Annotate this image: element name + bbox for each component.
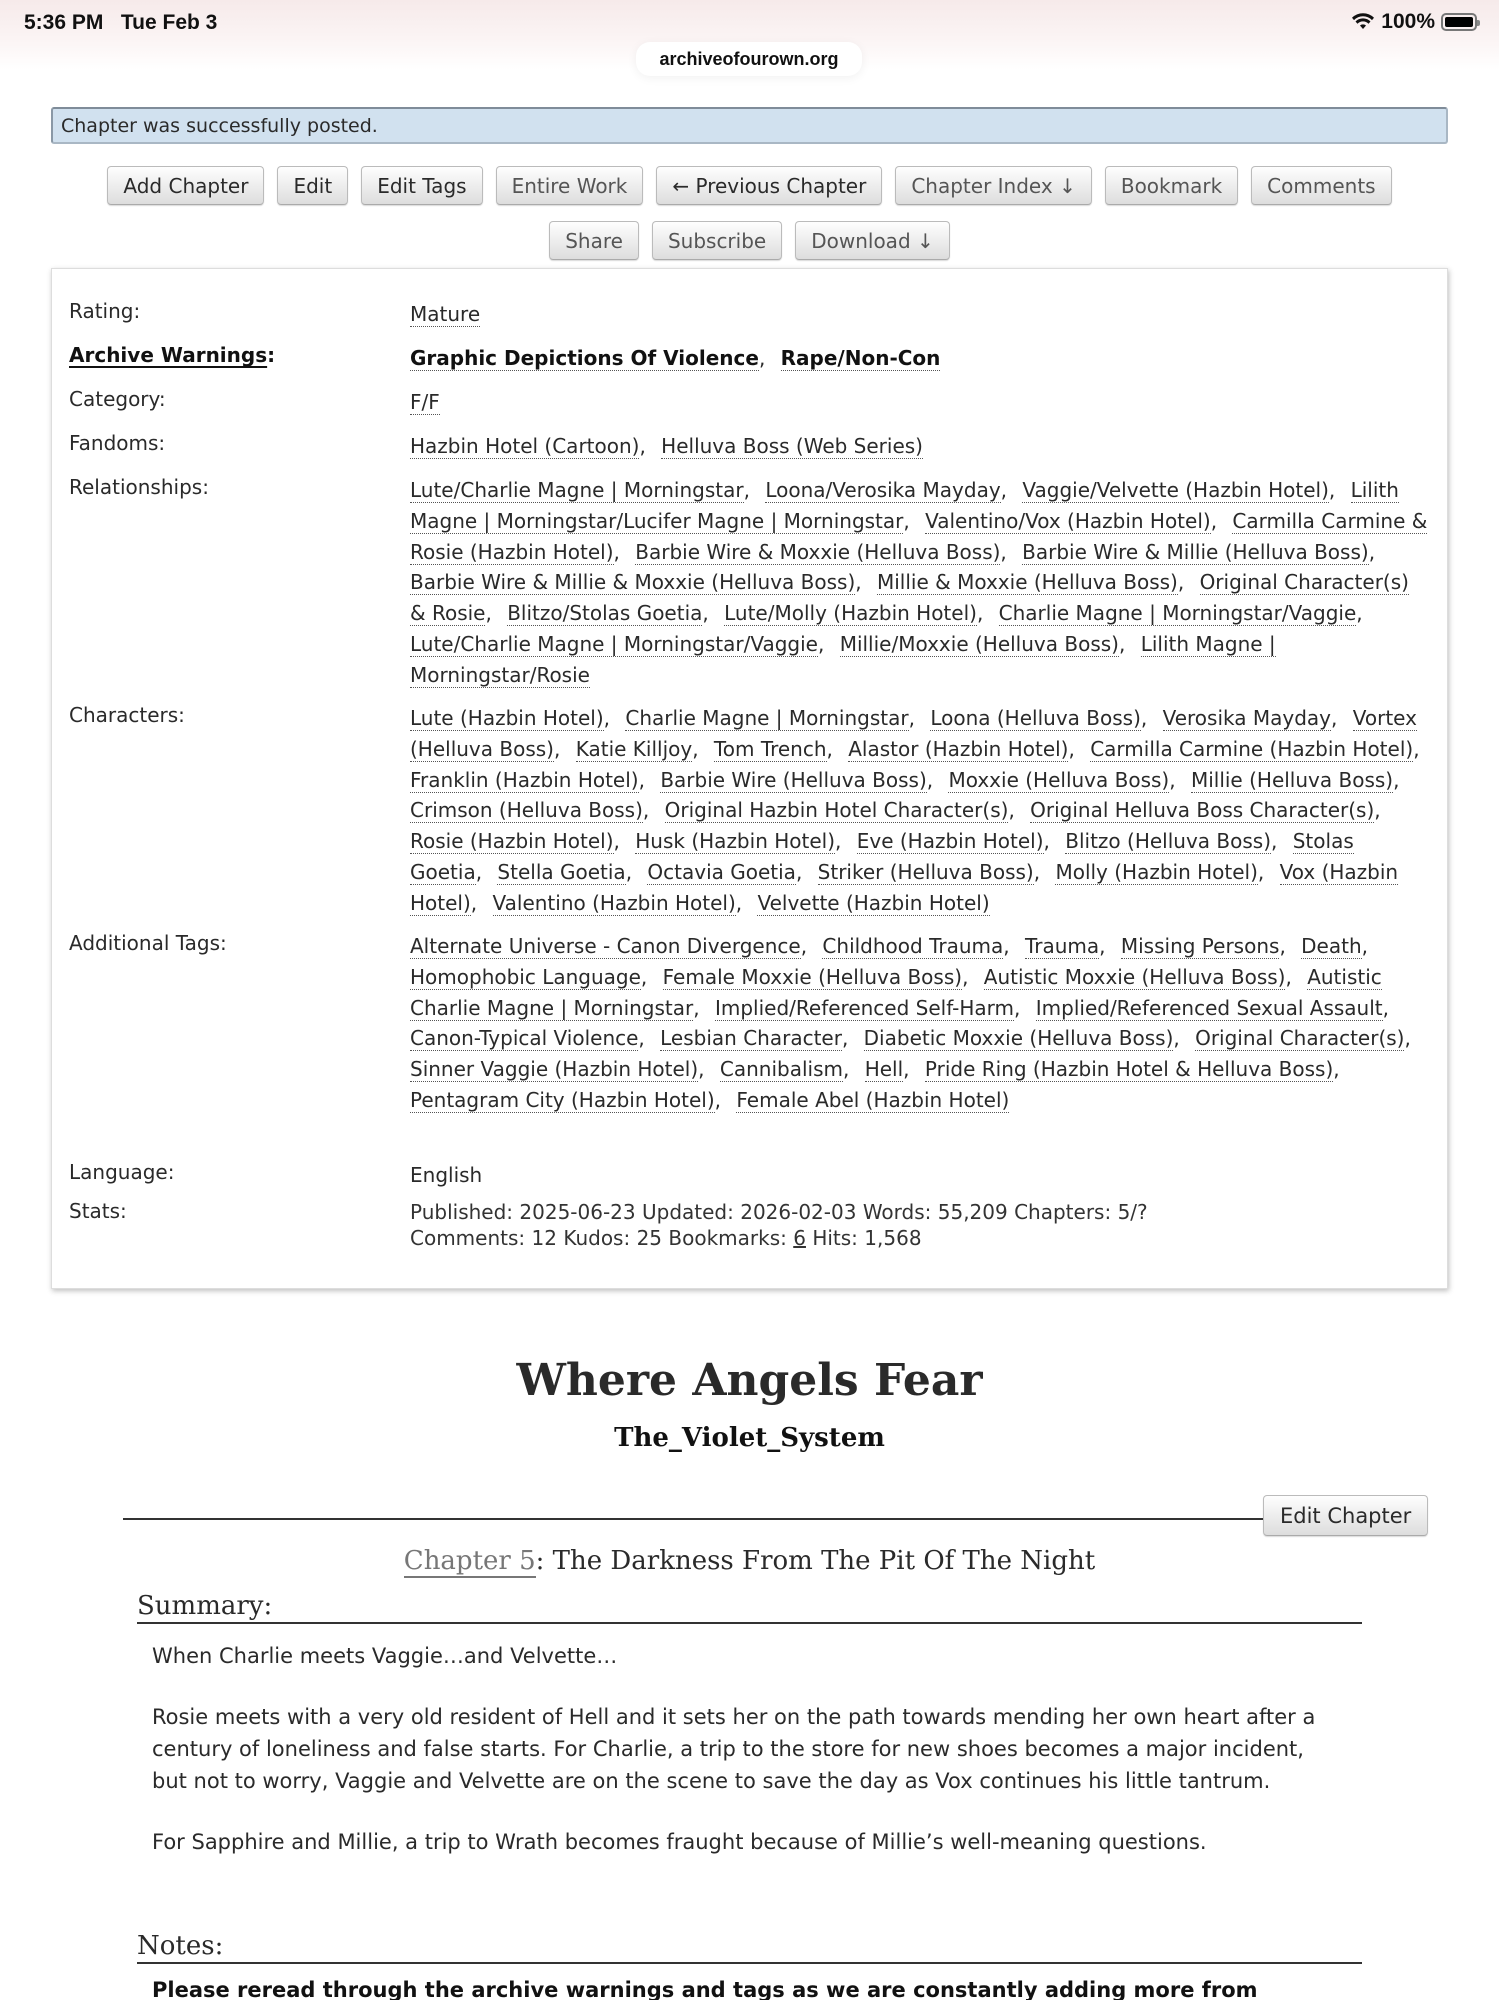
characters-label: Characters: xyxy=(69,703,185,727)
kudos-label: Kudos: xyxy=(563,1226,631,1250)
tag-separator: , xyxy=(1099,934,1106,958)
tag-separator: , xyxy=(926,767,934,792)
tag-separator: , xyxy=(1177,570,1185,595)
summary-paragraph: Rosie meets with a very old resident of Hell and it sets her on the path towards mending her own heart after a century of loneliness and false starts. For Charlie, a trip to the store for new shoes becomes a major incident, but not to worry, Vaggie and Velvette are on the scene to save the day as Vox continues his little tantrum. xyxy=(152,1705,1316,1793)
tag-separator: , xyxy=(642,798,650,823)
tag-separator: , xyxy=(1368,539,1376,564)
battery-icon xyxy=(1441,13,1477,31)
tag-link[interactable]: Verosika Mayday xyxy=(1162,706,1332,730)
wifi-icon xyxy=(1351,12,1375,32)
tag-separator: , xyxy=(553,736,561,761)
tag-link[interactable]: Valentino (Hazbin Hotel) xyxy=(492,890,736,915)
edit-button[interactable]: Edit xyxy=(277,166,348,205)
tag-link[interactable]: Original Character(s) xyxy=(1195,1026,1405,1051)
tag-separator: , xyxy=(817,631,825,656)
tag-link[interactable]: Autistic Moxxie (Helluva Boss) xyxy=(983,964,1286,989)
tag-link[interactable]: Diabetic Moxxie (Helluva Boss) xyxy=(863,1026,1174,1051)
rating-label: Rating: xyxy=(69,299,141,323)
tag-separator: , xyxy=(638,767,645,792)
tag-link[interactable]: Molly (Hazbin Hotel) xyxy=(1055,859,1258,884)
tag-separator: , xyxy=(714,1087,722,1112)
flash-notice: Chapter was successfully posted. xyxy=(51,107,1448,144)
share-button[interactable]: Share xyxy=(549,221,639,260)
tag-link[interactable]: Trauma xyxy=(1024,934,1100,958)
notes-body: Please reread through the archive warnings and tags as we are constantly adding more from xyxy=(152,1978,1258,2000)
chapter-heading xyxy=(0,1546,1499,1576)
bookmarks-link[interactable]: 6 xyxy=(793,1226,806,1250)
tag-link[interactable]: Katie Killjoy xyxy=(575,736,693,761)
comments-label: Comments: xyxy=(410,1226,526,1250)
tag-link[interactable]: Cannibalism xyxy=(719,1057,843,1082)
tag-link[interactable]: Canon-Typical Violence xyxy=(410,1026,639,1051)
comments-value: 12 xyxy=(531,1226,557,1250)
tag-link[interactable]: Hazbin Hotel (Cartoon) xyxy=(410,434,640,458)
download-button[interactable]: Download ↓ xyxy=(795,221,950,260)
tag-link[interactable]: Loona/Verosika Mayday xyxy=(765,478,1001,502)
tag-link[interactable]: Lute/Molly (Hazbin Hotel) xyxy=(724,601,977,626)
tag-link[interactable]: Rape/Non-Con xyxy=(780,346,941,370)
tag-link[interactable]: Mature xyxy=(410,302,481,326)
summary-body xyxy=(152,1640,1322,1887)
fandom-tags xyxy=(410,431,1430,462)
tag-link[interactable]: Carmilla Carmine & Rosie (Hazbin Hotel) xyxy=(410,508,1428,564)
chapter-title-text: : The Darkness From The Pit Of The Night xyxy=(535,1546,1096,1576)
tag-link[interactable]: Charlie Magne | Morningstar xyxy=(625,706,909,730)
tag-link[interactable]: Lilith Magne | Morningstar/Rosie xyxy=(410,631,1276,687)
tag-separator: , xyxy=(1356,601,1363,626)
tag-link[interactable]: Hell xyxy=(864,1057,904,1082)
tag-separator: , xyxy=(470,890,478,915)
tag-separator: , xyxy=(1413,736,1420,761)
tag-separator: , xyxy=(908,706,915,730)
category-label: Category: xyxy=(69,387,166,411)
tag-separator: , xyxy=(613,829,620,854)
tag-link[interactable]: F/F xyxy=(410,390,440,414)
tag-separator: , xyxy=(1382,995,1389,1020)
clock: 5:36 PM xyxy=(24,11,104,34)
stats-line-1 xyxy=(410,1199,1430,1225)
tag-separator: , xyxy=(1285,964,1292,989)
tag-link[interactable]: Barbie Wire (Helluva Boss) xyxy=(660,767,927,792)
tag-link[interactable]: Barbie Wire & Moxxie (Helluva Boss) xyxy=(635,539,1001,564)
work-actions xyxy=(0,221,1499,260)
published-value: 2025-06-23 xyxy=(519,1200,636,1224)
tag-separator: , xyxy=(1404,1026,1411,1051)
tag-separator: , xyxy=(603,706,610,730)
tag-separator: , xyxy=(1118,631,1126,656)
work-title: Where Angels Fear xyxy=(516,1355,983,1406)
tag-link[interactable]: Alastor (Hazbin Hotel) xyxy=(848,736,1069,761)
tag-separator: , xyxy=(758,346,766,370)
tag-link[interactable]: Barbie Wire & Millie (Helluva Boss) xyxy=(1022,539,1369,564)
tag-link[interactable]: Velvette (Hazbin Hotel) xyxy=(757,890,990,915)
tag-link[interactable]: Stolas Goetia xyxy=(410,829,1354,884)
tag-link[interactable]: Barbie Wire & Millie & Moxxie (Helluva Boss) xyxy=(410,570,856,595)
character-tags xyxy=(410,703,1430,919)
tag-link[interactable]: Graphic Depictions Of Violence xyxy=(410,346,759,370)
tag-link[interactable]: Alternate Universe - Canon Divergence xyxy=(410,934,801,958)
work-navigation xyxy=(0,166,1499,205)
chapter-link[interactable]: Chapter 5 xyxy=(403,1546,536,1576)
tag-link[interactable]: Homophobic Language xyxy=(410,964,641,989)
edit-tags-button[interactable]: Edit Tags xyxy=(361,166,482,205)
status-bar xyxy=(0,0,1499,70)
tag-link[interactable]: Original Helluva Boss Character(s) xyxy=(1030,798,1375,823)
tag-link[interactable]: Sinner Vaggie (Hazbin Hotel) xyxy=(410,1057,699,1082)
tag-link[interactable]: Carmilla Carmine (Hazbin Hotel) xyxy=(1090,736,1414,761)
tag-separator: , xyxy=(903,1057,910,1082)
tag-link[interactable]: Blitzo (Helluva Boss) xyxy=(1065,829,1272,854)
tag-link[interactable]: Moxxie (Helluva Boss) xyxy=(948,767,1170,792)
tag-separator: , xyxy=(1361,934,1368,958)
language-value: English xyxy=(410,1163,483,1187)
tag-link[interactable]: Eve (Hazbin Hotel) xyxy=(856,829,1044,854)
date: Tue Feb 3 xyxy=(120,11,218,34)
words-label: Words: xyxy=(862,1200,932,1224)
url-text: archiveofourown.org xyxy=(659,48,839,69)
tag-link[interactable]: Vortex (Helluva Boss) xyxy=(410,706,1417,761)
tag-link[interactable]: Striker (Helluva Boss) xyxy=(817,859,1034,884)
tag-separator: , xyxy=(625,859,633,884)
tag-link[interactable]: Original Hazbin Hotel Character(s) xyxy=(664,798,1009,823)
tag-link[interactable]: Millie & Moxxie (Helluva Boss) xyxy=(876,570,1178,595)
tag-separator: , xyxy=(485,601,492,626)
tag-link[interactable]: Lute/Charlie Magne | Morningstar xyxy=(410,478,744,502)
tag-link[interactable]: Helluva Boss (Web Series) xyxy=(661,434,923,458)
tag-separator: , xyxy=(692,736,699,761)
summary-paragraph: When Charlie meets Vaggie…and Velvette… xyxy=(152,1644,618,1668)
tag-separator: , xyxy=(613,539,620,564)
chapters-label: Chapters: xyxy=(1014,1200,1112,1224)
tag-separator: , xyxy=(693,995,700,1020)
tag-separator: , xyxy=(698,1057,705,1082)
tag-separator: , xyxy=(795,859,803,884)
stats-line-2 xyxy=(410,1225,1430,1251)
tag-separator: , xyxy=(1331,706,1338,730)
tag-link[interactable]: Franklin (Hazbin Hotel) xyxy=(410,767,639,792)
tag-link[interactable]: Stella Goetia xyxy=(497,859,626,884)
tag-link[interactable]: Female Moxxie (Helluva Boss) xyxy=(662,964,963,989)
tag-separator: , xyxy=(1257,859,1265,884)
subscribe-button[interactable]: Subscribe xyxy=(652,221,782,260)
tag-separator: , xyxy=(1008,798,1015,823)
tag-link[interactable]: Tom Trench xyxy=(713,736,827,761)
tag-separator: , xyxy=(1393,767,1400,792)
warning-tags xyxy=(410,343,1430,374)
warnings-colon: : xyxy=(267,343,276,367)
tag-separator: , xyxy=(743,478,750,502)
tag-link[interactable]: Vox (Hazbin Hotel) xyxy=(410,859,1399,915)
edit-chapter-button[interactable]: Edit Chapter xyxy=(1263,1495,1428,1536)
tag-link[interactable]: Lute (Hazbin Hotel) xyxy=(410,706,604,730)
tag-link[interactable]: Vaggie/Velvette (Hazbin Hotel) xyxy=(1022,478,1329,502)
add-chapter-button[interactable]: Add Chapter xyxy=(107,166,264,205)
notes-heading: Notes: xyxy=(137,1930,1362,1964)
tag-link[interactable]: Implied/Referenced Sexual Assault xyxy=(1035,995,1383,1020)
bookmark-button[interactable]: Bookmark xyxy=(1105,166,1238,205)
tag-link[interactable]: Lilith Magne | Morningstar/Lucifer Magne | Morningstar xyxy=(410,478,1399,533)
tag-link[interactable]: Millie (Helluva Boss) xyxy=(1190,767,1394,792)
tag-link[interactable]: Rosie (Hazbin Hotel) xyxy=(410,829,614,854)
tag-separator: , xyxy=(640,964,648,989)
tag-separator: , xyxy=(976,601,984,626)
tag-link[interactable]: Original Character(s) & Rosie xyxy=(410,570,1409,626)
updated-value: 2026-02-03 xyxy=(740,1200,857,1224)
tag-link[interactable]: Valentino/Vox (Hazbin Hotel) xyxy=(925,508,1211,533)
freeform-tags xyxy=(410,931,1430,1116)
tag-separator: , xyxy=(1000,478,1008,502)
status-time xyxy=(24,11,217,35)
tag-separator: , xyxy=(1374,798,1381,823)
tag-separator: , xyxy=(1173,1026,1180,1051)
category-tags xyxy=(410,387,1430,418)
language-label: Language: xyxy=(69,1160,175,1184)
relationship-tags xyxy=(410,475,1430,691)
words-value: 55,209 xyxy=(937,1200,1008,1224)
tag-link[interactable]: Loona (Helluva Boss) xyxy=(930,706,1141,730)
tag-link[interactable]: Crimson (Helluva Boss) xyxy=(410,798,643,823)
tag-link[interactable]: Childhood Trauma xyxy=(822,934,1004,958)
tag-separator: , xyxy=(475,859,483,884)
chapter-divider xyxy=(123,1518,1263,1520)
tag-link[interactable]: Female Abel (Hazbin Hotel) xyxy=(736,1087,1010,1112)
tag-link[interactable]: Missing Persons xyxy=(1120,934,1280,958)
tag-separator: , xyxy=(639,434,646,458)
tag-separator: , xyxy=(1140,706,1148,730)
tag-link[interactable]: Husk (Hazbin Hotel) xyxy=(635,829,836,854)
tag-separator: , xyxy=(835,829,842,854)
warnings-help-link[interactable]: Archive Warnings xyxy=(69,343,268,367)
tag-separator: , xyxy=(638,1026,645,1051)
entire-work-button[interactable]: Entire Work xyxy=(496,166,644,205)
tag-separator: , xyxy=(1328,478,1336,502)
tag-link[interactable]: Autistic Charlie Magne | Morningstar xyxy=(410,964,1382,1020)
tag-separator: , xyxy=(842,1057,850,1082)
tag-separator: , xyxy=(826,736,833,761)
tag-link[interactable]: Octavia Goetia xyxy=(647,859,796,884)
author-link[interactable]: The_Violet_System xyxy=(614,1423,885,1453)
stats-label: Stats: xyxy=(69,1199,127,1223)
tag-separator: , xyxy=(1333,1057,1340,1082)
tag-link[interactable]: Lesbian Character xyxy=(660,1026,842,1051)
summary-heading: Summary: xyxy=(137,1590,1362,1624)
tag-separator: , xyxy=(1271,829,1278,854)
bookmarks-label: Bookmarks: xyxy=(668,1226,787,1250)
tag-separator: , xyxy=(841,1026,849,1051)
work-meta xyxy=(51,268,1448,1289)
tag-separator: , xyxy=(1068,736,1075,761)
kudos-value: 25 xyxy=(636,1226,663,1250)
tag-link[interactable]: Pentagram City (Hazbin Hotel) xyxy=(410,1087,715,1112)
tag-separator: , xyxy=(1169,767,1176,792)
tag-link[interactable]: Blitzo/Stolas Goetia xyxy=(507,601,703,626)
chapter-index-button[interactable]: Chapter Index ↓ xyxy=(895,166,1092,205)
tag-link[interactable]: Lute/Charlie Magne | Morningstar/Vaggie xyxy=(410,631,818,656)
tag-link[interactable]: Death xyxy=(1301,934,1362,958)
hits-value: 1,568 xyxy=(864,1226,922,1250)
relationships-label: Relationships: xyxy=(69,475,209,499)
tag-separator: , xyxy=(855,570,862,595)
url-bar[interactable] xyxy=(636,42,862,76)
status-indicators xyxy=(1351,10,1477,34)
rating-tags xyxy=(410,299,1430,330)
tag-separator: , xyxy=(1210,508,1218,533)
tag-separator: , xyxy=(962,964,969,989)
additional-tags-label: Additional Tags: xyxy=(69,931,227,955)
tag-link[interactable]: Charlie Magne | Morningstar/Vaggie xyxy=(998,601,1357,626)
published-label: Published: xyxy=(410,1200,514,1224)
summary-paragraph: For Sapphire and Millie, a trip to Wrath becomes fraught because of Millie’s well-meaning questions. xyxy=(152,1830,1207,1854)
tag-separator: , xyxy=(1279,934,1286,958)
tag-separator: , xyxy=(1003,934,1010,958)
tag-separator: , xyxy=(702,601,709,626)
tag-separator: , xyxy=(1033,859,1041,884)
comments-button[interactable]: Comments xyxy=(1251,166,1391,205)
tag-separator: , xyxy=(735,890,743,915)
battery-percent: 100% xyxy=(1381,10,1435,33)
stats-values xyxy=(410,1199,1430,1251)
hits-label: Hits: xyxy=(812,1226,858,1250)
tag-separator: , xyxy=(800,934,808,958)
tag-link[interactable]: Millie/Moxxie (Helluva Boss) xyxy=(839,631,1119,656)
tag-separator: , xyxy=(1014,995,1021,1020)
tag-separator: , xyxy=(1000,539,1007,564)
chapters-value: 5/? xyxy=(1117,1200,1148,1224)
tag-separator: , xyxy=(903,508,910,533)
updated-label: Updated: xyxy=(641,1200,734,1224)
warnings-label-wrap xyxy=(69,343,275,367)
previous-chapter-button[interactable]: ← Previous Chapter xyxy=(656,166,882,205)
tag-link[interactable]: Implied/Referenced Self-Harm xyxy=(714,995,1015,1020)
tag-separator: , xyxy=(1043,829,1050,854)
tag-link[interactable]: Pride Ring (Hazbin Hotel & Helluva Boss) xyxy=(924,1057,1334,1082)
fandoms-label: Fandoms: xyxy=(69,431,166,455)
